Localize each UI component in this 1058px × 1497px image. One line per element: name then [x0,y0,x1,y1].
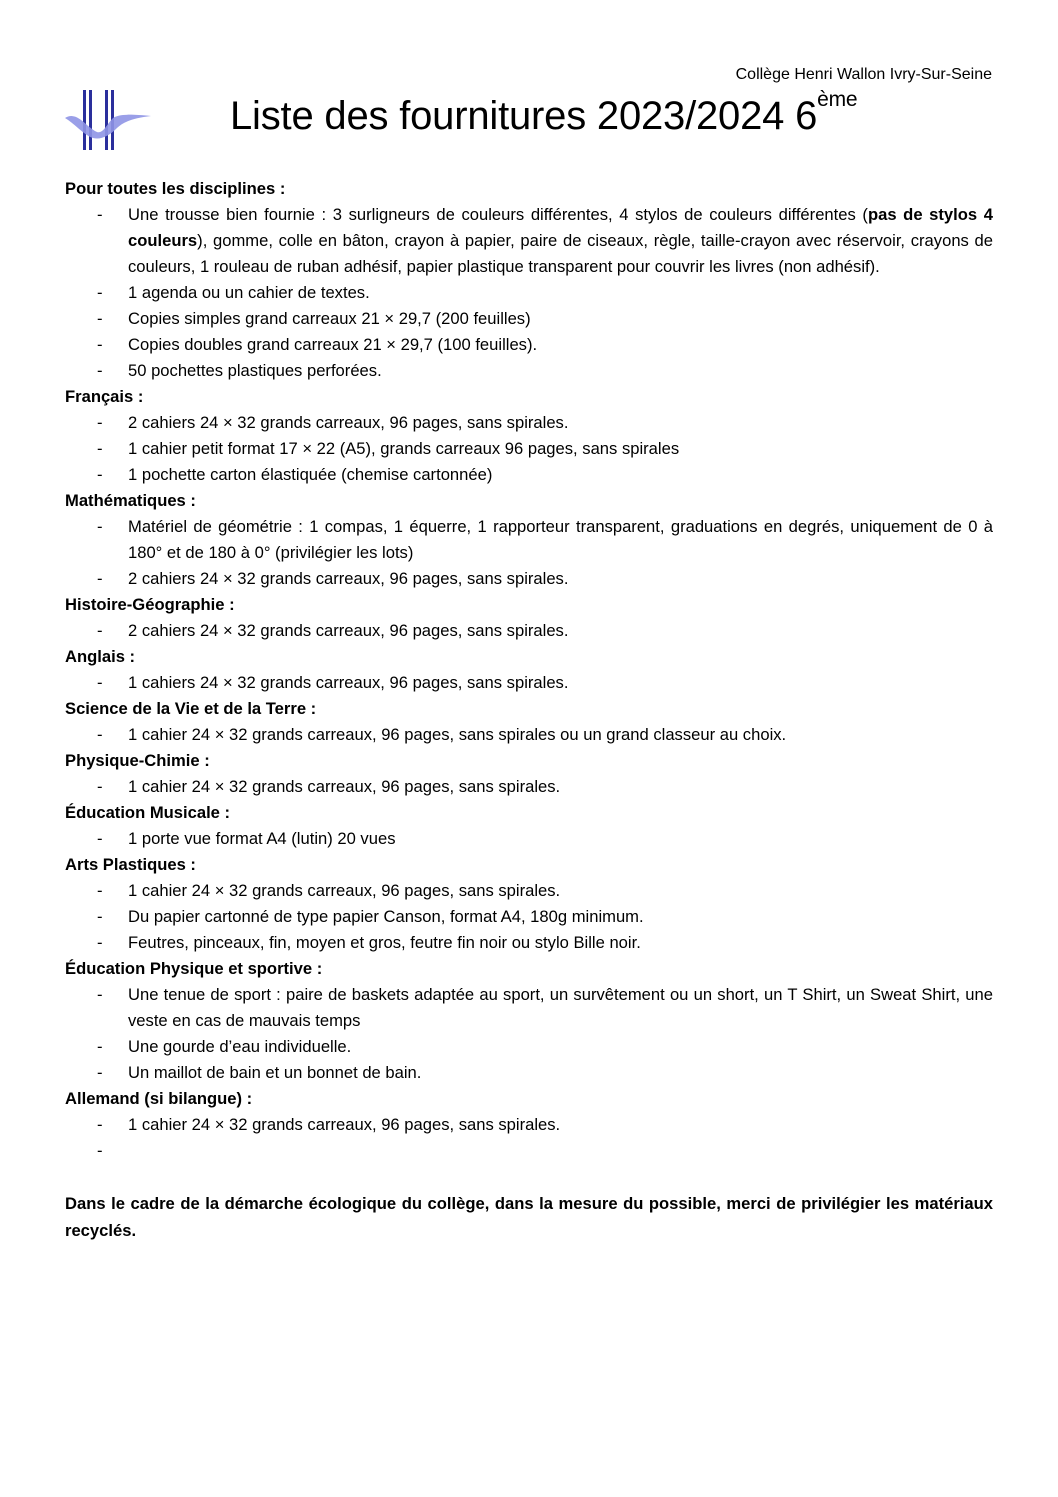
list-item [65,280,993,306]
list-item [65,904,993,930]
item-text: 50 pochettes plastiques perforées. [128,361,382,380]
section-heading: Science de la Vie et de la Terre : [65,699,317,718]
section-heading: Éducation Musicale : [65,803,231,822]
item-list [65,982,993,1086]
list-item [65,618,993,644]
list-item [65,982,993,1034]
item-text: Une tenue de sport : paire de baskets adaptée au sport, un survêtement ou un short, un T Shirt, un Sweat Shirt, une veste en cas de mauvais temps [128,985,993,1030]
item-emphasis: pas de stylos 4 couleurs [128,205,993,250]
section-heading: Pour toutes les disciplines : [65,179,286,198]
footer-note: Dans le cadre de la démarche écologique du collège, dans la mesure du possible, merci de privilégier les matériaux recyclés. [65,1194,993,1240]
item-text: 2 cahiers 24 × 32 grands carreaux, 96 pages, sans spirales. [128,621,569,640]
section-heading: Physique-Chimie : [65,751,210,770]
item-list [65,618,993,644]
item-text: Une trousse bien fournie : 3 surligneurs de couleurs différentes, 4 stylos de couleurs différentes ( [128,205,868,224]
item-text: Matériel de géométrie : 1 compas, 1 équerre, 1 rapporteur transparent, graduations en degrés, uniquement de 0 à 180° et de 180 à 0° (privilégier les lots) [128,517,993,562]
item-list [65,514,993,592]
list-item [65,514,993,566]
list-item [65,1138,993,1164]
item-text: Copies doubles grand carreaux 21 × 29,7 (100 feuilles). [128,335,538,354]
item-text: 1 cahiers 24 × 32 grands carreaux, 96 pages, sans spirales. [128,673,569,692]
section [65,176,993,384]
item-list [65,670,993,696]
section [65,956,993,1086]
item-text: Une gourde d’eau individuelle. [128,1037,352,1056]
section [65,1086,993,1164]
list-item [65,202,993,280]
item-text-continued: ), gomme, colle en bâton, crayon à papier, paire de ciseaux, règle, taille-crayon avec réservoir, crayons de couleurs, 1 rouleau de ruban adhésif, papier plastique transparent pour couvrir les livres (non adhésif). [128,231,993,276]
section [65,748,993,800]
item-text: 1 cahier 24 × 32 grands carreaux, 96 pages, sans spirales. [128,1115,561,1134]
title-text: Liste des fournitures 2023/2024 6 [230,94,818,138]
list-item [65,878,993,904]
list-item [65,670,993,696]
item-list [65,722,993,748]
section-heading: Éducation Physique et sportive : [65,959,323,978]
list-item [65,566,993,592]
list-item [65,1060,993,1086]
section [65,592,993,644]
sections-container [65,176,993,1164]
item-text: Feutres, pinceaux, fin, moyen et gros, feutre fin noir ou stylo Bille noir. [128,933,641,952]
section-heading: Français : [65,387,144,406]
list-item [65,462,993,488]
section-heading: Anglais : [65,647,136,666]
list-item [65,436,993,462]
list-item [65,722,993,748]
section-heading: Allemand (si bilangue) : [65,1089,253,1108]
list-item [65,930,993,956]
item-text: Du papier cartonné de type papier Canson, format A4, 180g minimum. [128,907,644,926]
section-heading: Arts Plastiques : [65,855,196,874]
list-item [65,306,993,332]
list-item [65,332,993,358]
item-text: 1 cahier 24 × 32 grands carreaux, 96 pages, sans spirales. [128,777,561,796]
list-item [65,410,993,436]
item-list [65,202,993,384]
item-text: 2 cahiers 24 × 32 grands carreaux, 96 pages, sans spirales. [128,569,569,588]
item-text: 1 agenda ou un cahier de textes. [128,283,370,302]
section [65,800,993,852]
school-name: Collège Henri Wallon Ivry-Sur-Seine [735,66,992,83]
supply-list [65,176,993,1244]
item-text: 1 cahier 24 × 32 grands carreaux, 96 pages, sans spirales. [128,881,561,900]
item-text: 1 cahier petit format 17 × 22 (A5), grands carreaux 96 pages, sans spirales [128,439,680,458]
section [65,696,993,748]
list-item [65,774,993,800]
item-list [65,410,993,488]
section-heading: Mathématiques : [65,491,196,510]
item-text: Un maillot de bain et un bonnet de bain. [128,1063,422,1082]
section [65,644,993,696]
item-list [65,1112,993,1164]
title-superscript: ème [817,88,858,111]
item-list [65,878,993,956]
section [65,488,993,592]
item-text: 2 cahiers 24 × 32 grands carreaux, 96 pages, sans spirales. [128,413,569,432]
list-item [65,1034,993,1060]
page-title [230,88,858,139]
item-text: Copies simples grand carreaux 21 × 29,7 (200 feuilles) [128,309,531,328]
item-text: 1 porte vue format A4 (lutin) 20 vues [128,829,396,848]
school-logo [63,88,153,152]
section-heading: Histoire-Géographie : [65,595,235,614]
list-item [65,358,993,384]
item-text: 1 cahier 24 × 32 grands carreaux, 96 pages, sans spirales ou un grand classeur au choix. [128,725,787,744]
list-item [65,1112,993,1138]
list-item [65,826,993,852]
item-list [65,826,993,852]
item-text: 1 pochette carton élastiquée (chemise cartonnée) [128,465,493,484]
item-list [65,774,993,800]
section [65,384,993,488]
section [65,852,993,956]
